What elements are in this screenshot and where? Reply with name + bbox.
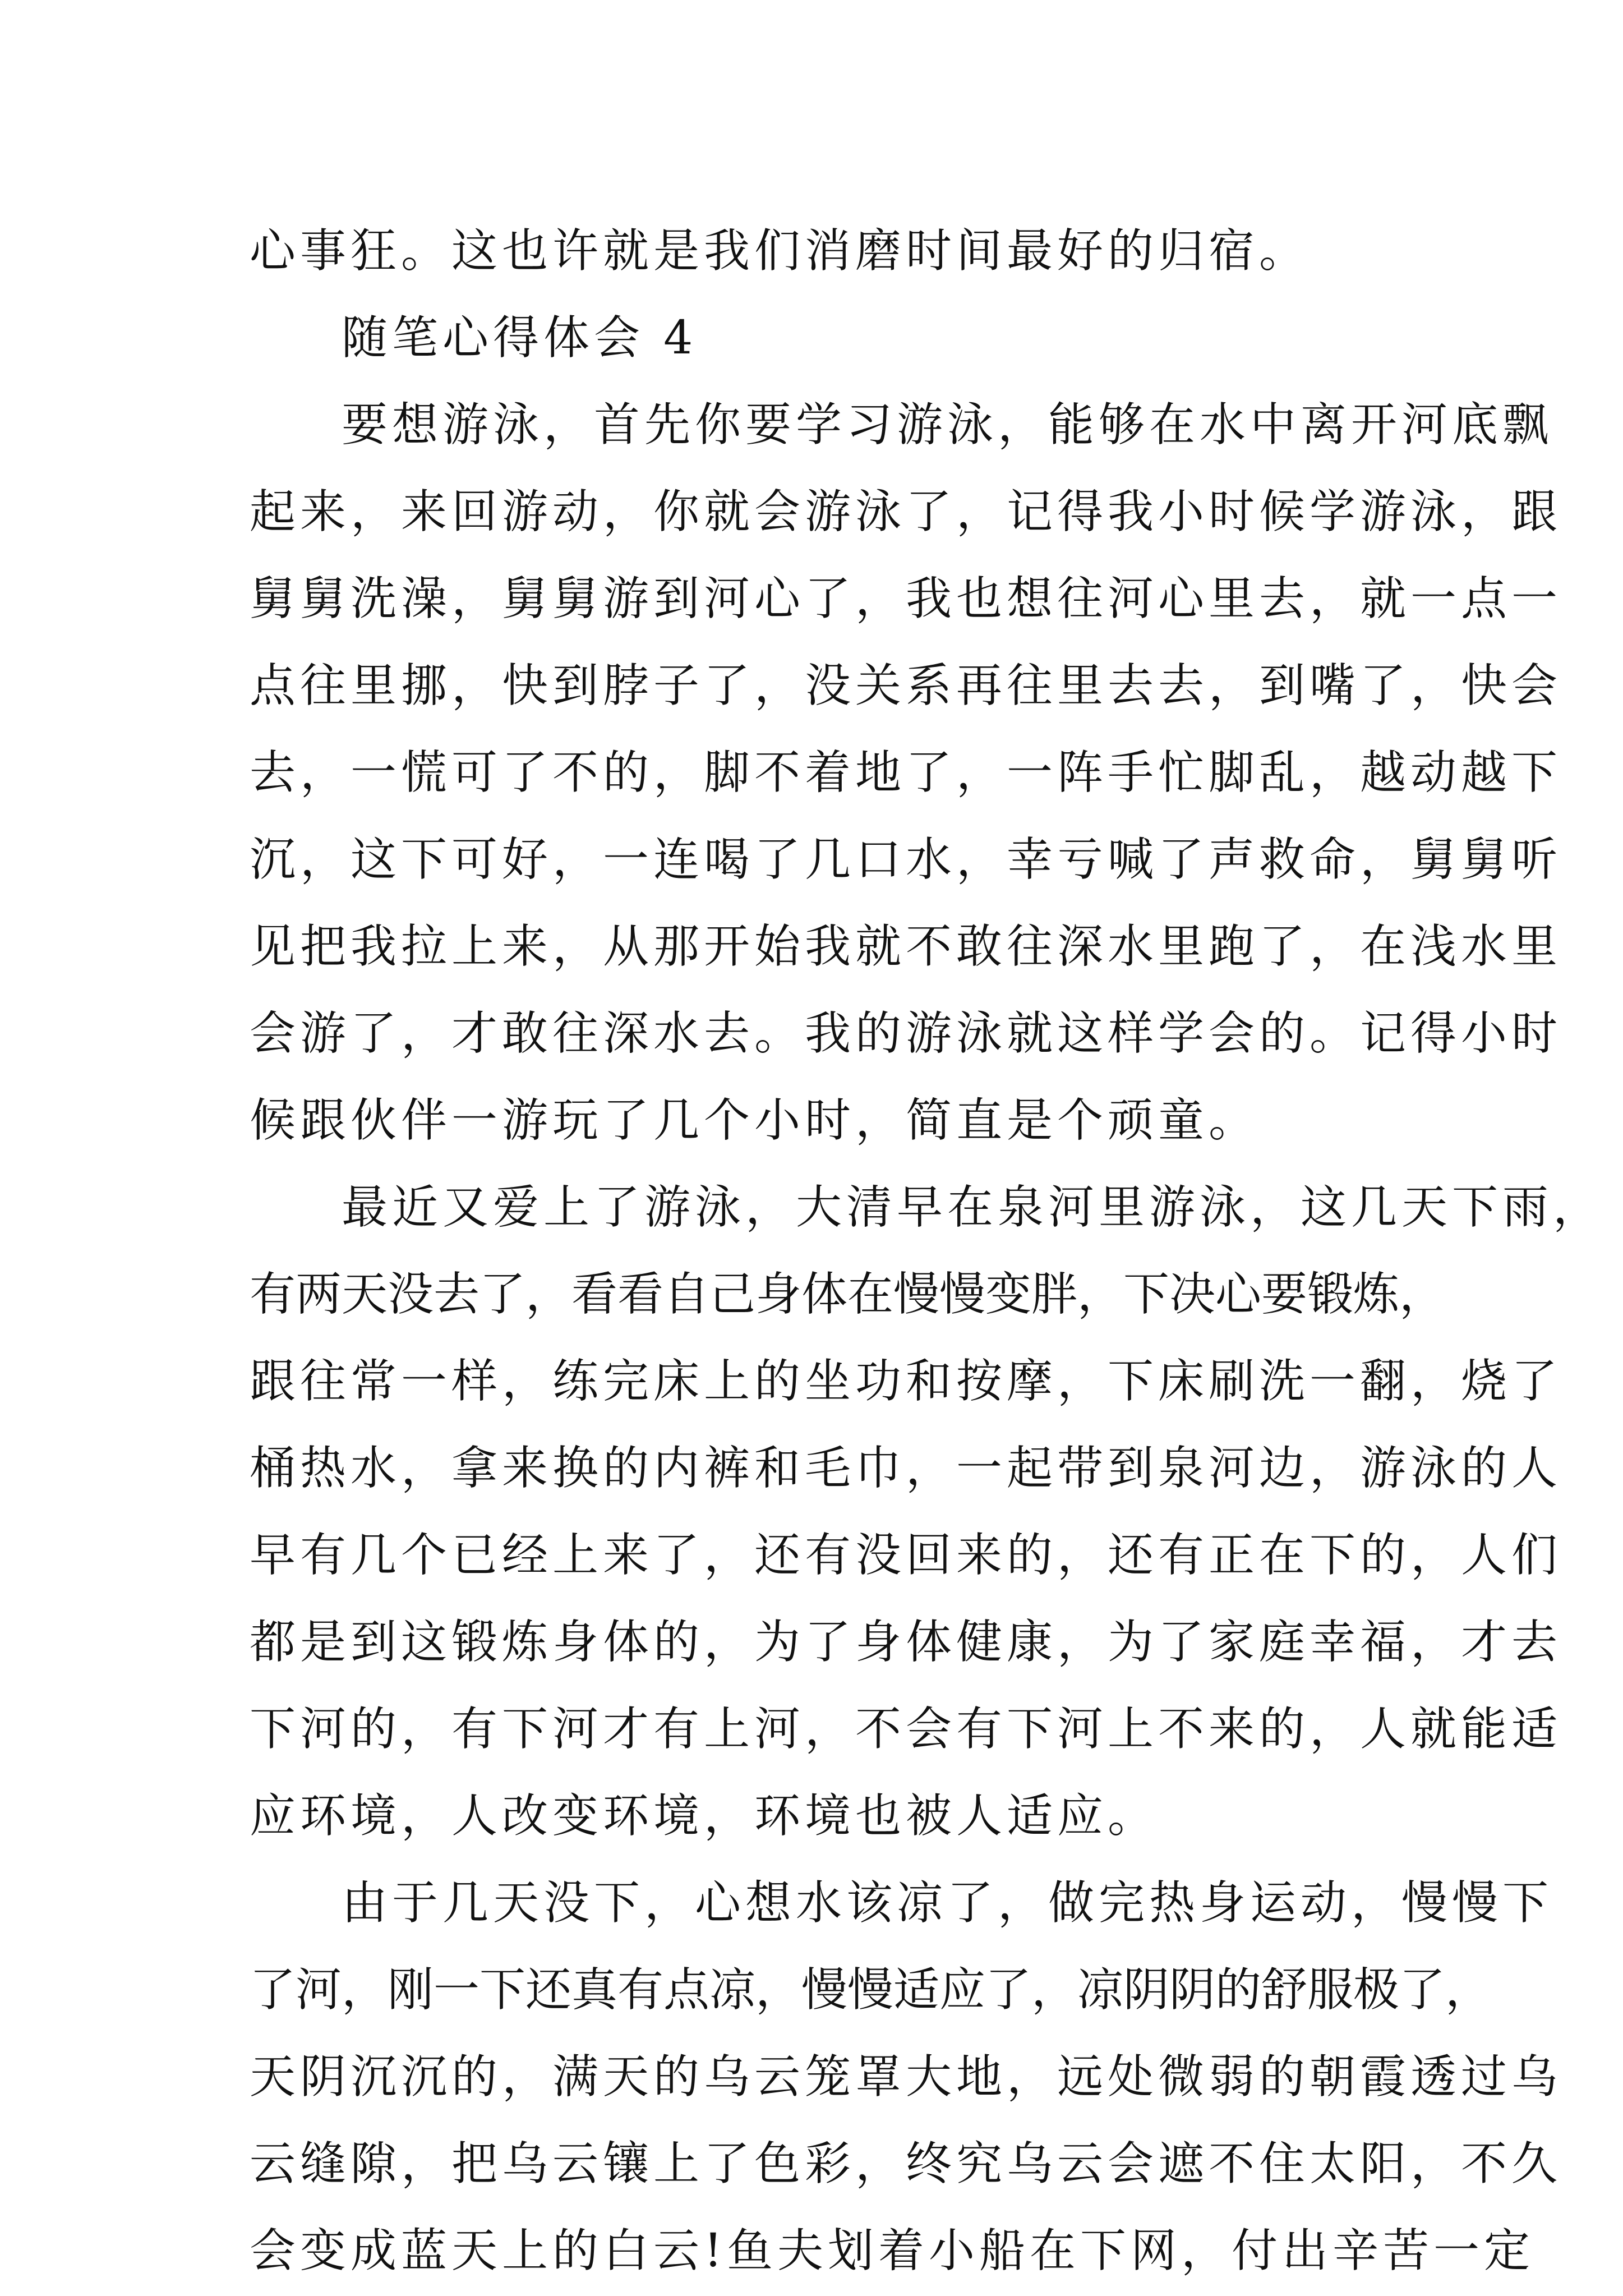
text-line: 候跟伙伴一游玩了几个小时，简直是个顽童。 — [250, 1094, 1260, 1147]
text-line: 早有几个已经上来了，还有没回来的，还有正在下的，人们 — [250, 1529, 1562, 1582]
text-line: 沉，这下可好，一连喝了几口水，幸亏喊了声救命，舅舅听 — [250, 833, 1562, 886]
text-line: 都是到这锻炼身体的，为了身体健康，为了家庭幸福，才去 — [250, 1616, 1562, 1669]
text-line: 心事狂。这也许就是我们消磨时间最好的归宿。 — [250, 224, 1310, 278]
text-line: 起来，来回游动，你就会游泳了，记得我小时候学游泳，跟 — [250, 485, 1562, 539]
text-line: 要想游泳，首先你要学习游泳，能够在水中离开河底飘 — [342, 398, 1553, 452]
text-line: 天阴沉沉的，满天的乌云笼罩大地，远处微弱的朝霞透过乌 — [250, 2050, 1562, 2104]
text-line: 去，一慌可了不的，脚不着地了，一阵手忙脚乱，越动越下 — [250, 746, 1562, 799]
text-line: 应环境，人改变环境，环境也被人适应。 — [250, 1789, 1159, 1843]
text-line: 会变成蓝天上的白云!鱼夫划着小船在下网，付出辛苦一定 — [250, 2224, 1534, 2277]
text-line: 了河，刚一下还真有点凉，慢慢适应了，凉阴阴的舒服极了， — [250, 1963, 1492, 2017]
text-line: 跟往常一样，练完床上的坐功和按摩，下床刷洗一翻，烧了 — [250, 1355, 1562, 1408]
text-line: 见把我拉上来，从那开始我就不敢往深水里跑了，在浅水里 — [250, 920, 1562, 973]
text-line: 由于几天没下，心想水该凉了，做完热身运动，慢慢下 — [342, 1876, 1553, 1930]
text-line: 下河的，有下河才有上河，不会有下河上不来的，人就能适 — [250, 1703, 1562, 1756]
text-line: 桶热水，拿来换的内裤和毛巾，一起带到泉河边，游泳的人 — [250, 1442, 1562, 1495]
text-line: 会游了，才敢往深水去。我的游泳就这样学会的。记得小时 — [250, 1007, 1562, 1060]
text-line: 最近又爱上了游泳，大清早在泉河里游泳，这几天下雨， — [342, 1181, 1604, 1234]
section-heading: 随笔心得体会 4 — [342, 311, 698, 365]
document-body — [250, 208, 1604, 2294]
text-line: 有两天没去了，看看自己身体在慢慢变胖，下决心要锻炼， — [250, 1268, 1446, 1321]
text-line: 舅舅洗澡，舅舅游到河心了，我也想往河心里去，就一点一 — [250, 572, 1562, 625]
text-line: 点往里挪，快到脖子了，没关系再往里去去，到嘴了，快会 — [250, 659, 1562, 712]
text-line: 云缝隙，把乌云镶上了色彩，终究乌云会遮不住太阳，不久 — [250, 2137, 1562, 2191]
